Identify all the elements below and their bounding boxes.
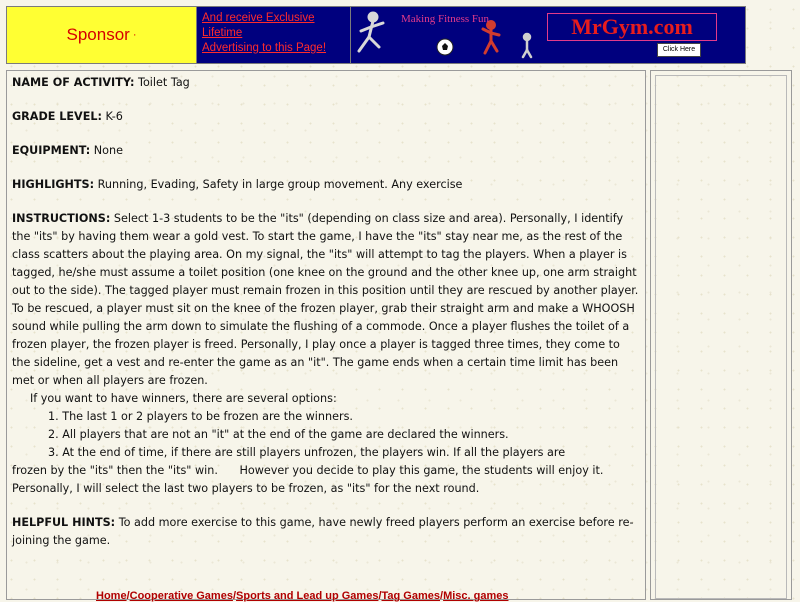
footer-link-tag[interactable]: Tag Games — [381, 590, 440, 602]
sponsor-dot-icon: · — [132, 29, 137, 41]
sponsor-link-lifetime[interactable]: Lifetime — [202, 27, 243, 39]
ad-tagline: Making Fitness Fun — [401, 13, 490, 25]
ad-brand[interactable]: MrGym.com — [547, 13, 717, 41]
highlights-row — [12, 176, 641, 194]
highlights: Running, Evading, Safety in large group movement. Any exercise — [97, 178, 463, 191]
winner-option-3: 3. At the end of time, if there are still players unfrozen, the players win. If all the players are — [48, 446, 566, 459]
footer-separator: / — [440, 590, 444, 602]
winner-option-2: 2. All players that are not an "it" at the end of the game are declared the winners. — [48, 428, 509, 441]
equipment-row — [12, 142, 641, 160]
footer-link-sports[interactable]: Sports and Lead up Games — [236, 590, 379, 602]
sponsor-offer — [197, 7, 351, 63]
sponsor-box[interactable] — [7, 7, 197, 63]
activity-name-row — [12, 74, 641, 92]
activity-content — [6, 70, 646, 600]
footer-separator: / — [126, 590, 130, 602]
highlights-label: HIGHLIGHTS: — [12, 178, 95, 191]
closing-text: However you decide to play this game, the students will enjoy it. Personally, I will select the last two players to be frozen, as "its" for the next round. — [12, 464, 604, 495]
equipment: None — [93, 144, 123, 157]
activity-name-label: NAME OF ACTIVITY: — [12, 76, 135, 89]
footer-separator: / — [378, 590, 382, 602]
side-column-frame — [655, 75, 787, 599]
winner-option-1: 1. The last 1 or 2 players to be frozen are the winners. — [48, 410, 353, 423]
footer-nav — [96, 590, 508, 602]
hints-text: To add more exercise to this game, have newly freed players perform an exercise before re-joining the game. — [12, 516, 634, 547]
instructions-label: INSTRUCTIONS: — [12, 212, 111, 225]
sponsor-banner — [6, 6, 746, 64]
sponsor-link-advertising[interactable]: Advertising to this Page! — [202, 42, 327, 54]
grade-level-label: GRADE LEVEL: — [12, 110, 102, 123]
hints-label: HELPFUL HINTS: — [12, 516, 116, 529]
footer-link-misc[interactable]: Misc. games — [443, 590, 509, 602]
winners-intro: If you want to have winners, there are several options: — [30, 392, 337, 405]
instructions-text: Select 1-3 students to be the "its" (depending on class size and area). Personally, I identify the "its" by having them wear a gold vest. To start the game, I have the "its" stay near me, as the rest of the class scatters about the playing area. On my signal, the "its" will attempt to tag the players. When a player is tagged, he/she must assume a toilet position (one knee on the ground and the other knee up, one arm straight out to the side). The tagged player must remain frozen in this position until they are rescued by another player. To be rescued, a player must sit on the knee of the frozen player, grab their straight arm and make a WHOOSH sound while pulling the arm down to simulate the flushing of a commode. Once a player flushes the toilet of a frozen player, the frozen player is freed. Personally, I play once a player is tagged three times, they come to the sideline, get a vest and re-enter the game as an "it". The game ends when a certain time limit has been met or when all players are frozen. — [12, 212, 639, 387]
footer-separator: / — [232, 590, 237, 602]
equipment-label: EQUIPMENT: — [12, 144, 91, 157]
grade-level: K-6 — [105, 110, 123, 123]
footer-link-cooperative[interactable]: Cooperative Games — [129, 590, 233, 602]
winner-option-3-cont: frozen by the "its" then the "its" win. — [12, 464, 218, 477]
activity-name: Toilet Tag — [138, 76, 190, 89]
sponsor-label: Sponsor — [66, 25, 130, 44]
click-here-button[interactable]: Click Here — [657, 43, 701, 57]
side-column — [650, 70, 792, 600]
mrgym-ad[interactable] — [351, 7, 745, 63]
sponsor-link-exclusive[interactable]: And receive Exclusive — [202, 12, 315, 24]
footer-link-home[interactable]: Home — [96, 590, 127, 602]
instructions-block — [12, 210, 641, 498]
hints-row — [12, 514, 641, 550]
grade-level-row — [12, 108, 641, 126]
